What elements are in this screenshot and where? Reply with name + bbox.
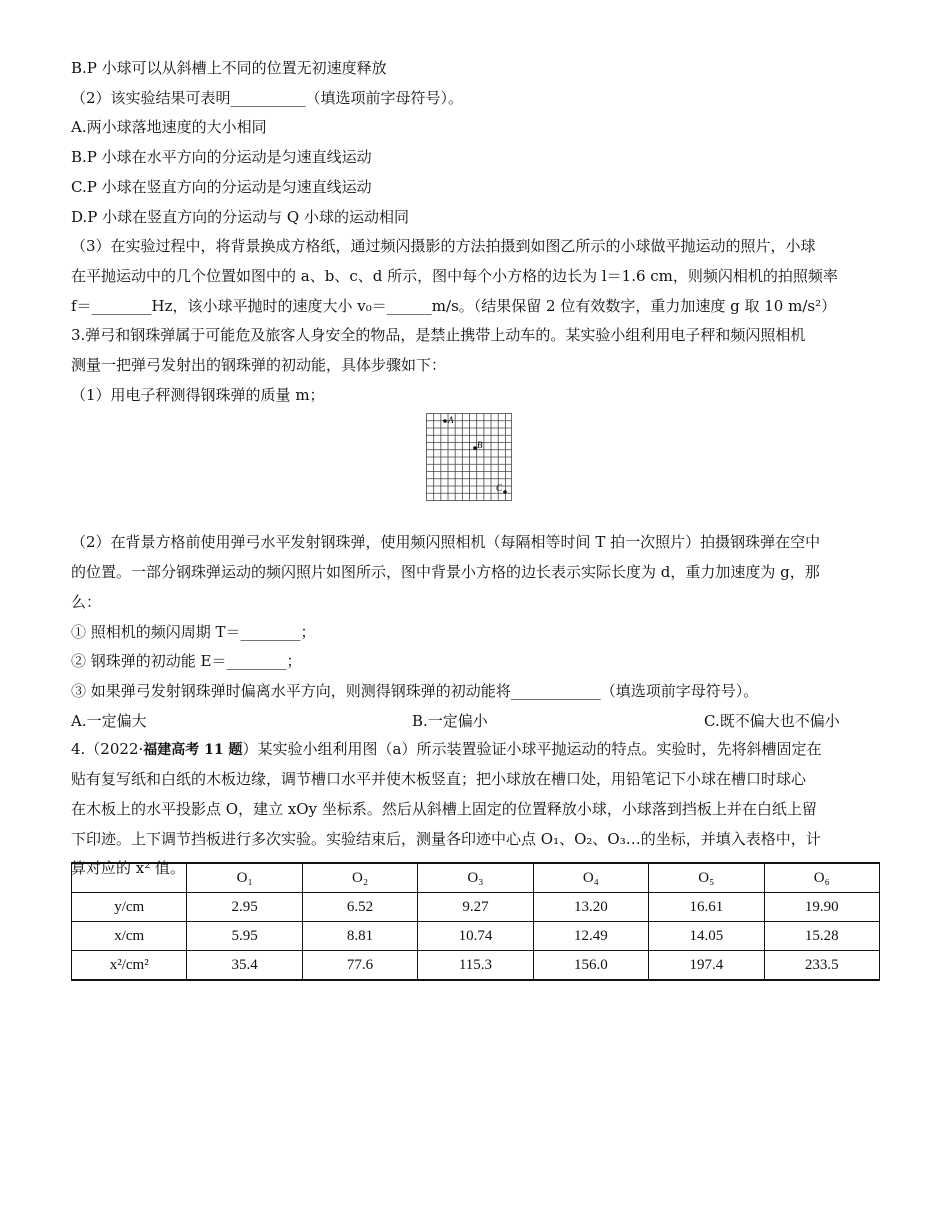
table-cell: 9.27 — [418, 893, 533, 922]
table-cell: 5.95 — [187, 922, 302, 951]
q4-line-2: 贴有复写纸和白纸的木板边缘，调节槽口水平并使木板竖直；把小球放在槽口处，用铅笔记下小球在槽口时球心 — [71, 770, 807, 789]
header-cell: O₃ — [418, 863, 533, 893]
option-a: A.两小球落地速度的大小相同 — [71, 118, 267, 137]
point-c — [503, 490, 507, 494]
option-c: C.P 小球在竖直方向的分运动是匀速直线运动 — [71, 177, 372, 196]
question-part-3-line-1: （3）在实验过程中，将背景换成方格纸，通过频闪摄影的方法拍摄到如图乙所示的小球做平抛运动的照片，小球 — [71, 237, 816, 256]
q4-line-3: 在木板上的水平投影点 O，建立 xOy 坐标系。然后从斜槽上固定的位置释放小球，小球落到挡板上并在白纸上留 — [71, 800, 817, 819]
q3-intro-line-2: 测量一把弹弓发射出的钢珠弹的初动能，具体步骤如下： — [71, 356, 447, 375]
table-cell: 35.4 — [187, 951, 302, 981]
table-cell: 16.61 — [649, 893, 764, 922]
q3-sub-3: ③ 如果弹弓发射钢珠弹时偏离水平方向，则测得钢珠弹的初动能将____________（填选项前字母符号）。 — [71, 681, 759, 700]
q3-step-2-line-2: 的位置。一部分钢珠弹运动的频闪照片如图所示，图中背景小方格的边长表示实际长度为 d，重力加速度为 g，那 — [71, 563, 820, 582]
label-c: C — [496, 483, 503, 493]
grid-figure — [426, 413, 512, 501]
q4-line-4: 下印迹。上下调节挡板进行多次实验。实验结束后，测量各印迹中心点 O₁、O₂、O₃…的坐标，并填入表格中，计 — [71, 829, 821, 848]
table-cell: 6.52 — [302, 893, 417, 922]
table-row — [72, 951, 880, 981]
row-label: x²/cm² — [72, 951, 187, 981]
table-cell: 13.20 — [533, 893, 648, 922]
question-part-2: （2）该实验结果可表明__________（填选项前字母符号）。 — [71, 88, 464, 107]
q3-sub-2: ② 钢珠弹的初动能 E＝________； — [71, 652, 302, 671]
table-cell: 12.49 — [533, 922, 648, 951]
q4-source-tag: 福建高考 11 题 — [143, 741, 243, 758]
header-cell: O₆ — [764, 863, 879, 893]
table-cell: 8.81 — [302, 922, 417, 951]
header-cell: O₁ — [187, 863, 302, 893]
header-cell: O₅ — [649, 863, 764, 893]
header-cell — [72, 863, 187, 893]
label-a: A — [448, 415, 454, 425]
q3-option-c: C.既不偏大也不偏小 — [704, 711, 840, 730]
q3-step-2-line-1: （2）在背景方格前使用弹弓水平发射钢珠弹，使用频闪照相机（每隔相等时间 T 拍一次照片）拍摄钢珠弹在空中 — [71, 533, 821, 552]
option-b-line: B.P 小球可以从斜槽上不同的位置无初速度释放 — [71, 59, 387, 77]
question-part-3-line-3: f＝________Hz，该小球平抛时的速度大小 v₀＝______m/s。（结果保留 2 位有效数字，重力加速度 g 取 10 m/s²） — [71, 296, 837, 315]
table-cell: 197.4 — [649, 951, 764, 981]
header-cell: O₄ — [533, 863, 648, 893]
table-cell: 156.0 — [533, 951, 648, 981]
row-label: y/cm — [72, 893, 187, 922]
option-b: B.P 小球在水平方向的分运动是匀速直线运动 — [71, 148, 372, 167]
table-cell: 2.95 — [187, 893, 302, 922]
q3-step-1: （1）用电子秤测得钢珠弹的质量 m； — [71, 385, 325, 404]
q3-step-2-line-3: 么： — [71, 592, 102, 611]
table-header-row — [72, 863, 880, 893]
q3-intro-line-1: 3.弹弓和钢珠弹属于可能危及旅客人身安全的物品，是禁止携带上动车的。某实验小组利用电子秤和频闪照相机 — [71, 326, 806, 345]
table-cell: 15.28 — [764, 922, 879, 951]
table-cell: 115.3 — [418, 951, 533, 981]
table-cell: 19.90 — [764, 893, 879, 922]
table-cell: 77.6 — [302, 951, 417, 981]
q3-sub-1: ① 照相机的频闪周期 T＝________； — [71, 622, 316, 641]
table-cell: 10.74 — [418, 922, 533, 951]
table-row — [72, 922, 880, 951]
q4-line-1-rest: ）某实验小组利用图（a）所示装置验证小球平抛运动的特点。实验时，先将斜槽固定在 — [242, 739, 822, 758]
table-cell: 233.5 — [764, 951, 879, 981]
q3-option-a: A.一定偏大 — [71, 711, 147, 730]
q4-prefix: 4.（2022· — [71, 739, 144, 758]
option-d: D.P 小球在竖直方向的分运动与 Q 小球的运动相同 — [71, 207, 409, 226]
label-b: B — [477, 440, 483, 450]
q3-options — [71, 707, 881, 735]
q3-option-b: B.一定偏小 — [412, 711, 488, 730]
q4-line-1 — [71, 735, 881, 766]
header-cell: O₂ — [302, 863, 417, 893]
table-row — [72, 893, 880, 922]
point-a — [443, 419, 447, 423]
row-label: x/cm — [72, 922, 187, 951]
data-table — [71, 862, 880, 981]
table-cell: 14.05 — [649, 922, 764, 951]
question-part-3-line-2: 在平抛运动中的几个位置如图中的 a、b、c、d 所示，图中每个小方格的边长为 l＝1.6 cm，则频闪相机的拍照频率 — [71, 266, 838, 285]
q4-line-5: 算对应的 x² 值。 — [71, 859, 186, 878]
